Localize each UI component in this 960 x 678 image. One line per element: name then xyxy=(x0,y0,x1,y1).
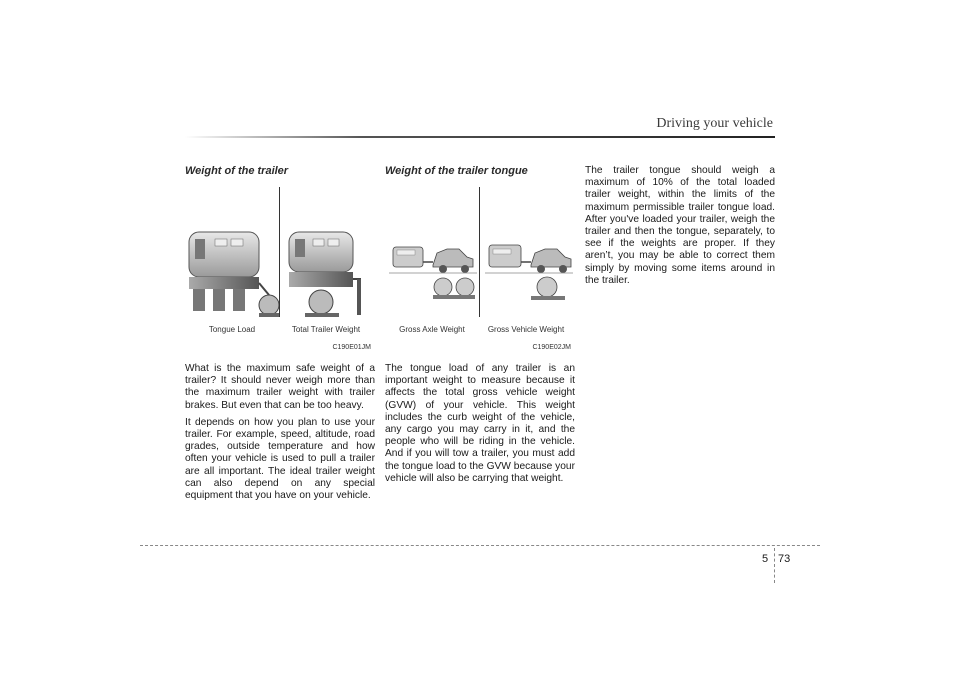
figure-tongue-weight xyxy=(385,187,573,351)
figure-trailer-weight xyxy=(185,187,373,351)
column-trailer-weight xyxy=(185,165,375,507)
column-tongue-guidance xyxy=(585,165,775,292)
section-heading-tongue-weight: Weight of the trailer tongue xyxy=(385,165,528,177)
page-number: 73 xyxy=(778,553,791,565)
figure-label-tongue-load: Tongue Load xyxy=(208,325,256,334)
figure-code: C190E01JM xyxy=(332,344,371,351)
paragraph: What is the maximum safe weight of a trailer? It should never weigh more than the maximum trailer weight with trailer brakes. But even that can be too heavy. xyxy=(185,363,375,411)
chapter-number: 5 xyxy=(762,553,769,565)
footer-rule xyxy=(140,545,820,546)
figure-code: C190E02JM xyxy=(532,344,571,351)
paragraph: It depends on how you plan to use your trailer. For example, speed, altitude, road grades, outside temperature and how often your vehicle is used to pull a trailer are all important. The ideal trailer weight can also depend on any special equipment that you have on your vehicle. xyxy=(185,416,375,502)
running-header-title: Driving your vehicle xyxy=(656,116,773,131)
figure-divider xyxy=(479,187,480,317)
section-heading-trailer-weight: Weight of the trailer xyxy=(185,165,289,177)
figure-label-gross-axle-weight: Gross Axle Weight xyxy=(399,325,465,334)
page-number-separator xyxy=(774,548,775,583)
paragraph: The tongue load of any trailer is an important weight to measure because it affects the total gross vehicle weight (GVW) of your vehicle. This weight includes the curb weight of the vehicle, any cargo you may carry in it, and the people who will be riding in the vehicle. And if you will tow a trailer, you must add the tongue load to the GVW because your vehicle will also be carrying that weight. xyxy=(385,363,575,484)
figure-label-gross-vehicle-weight: Gross Vehicle Weight xyxy=(487,325,565,334)
figure-label-total-trailer-weight: Total Trailer Weight xyxy=(291,325,361,334)
figure-divider xyxy=(279,187,280,317)
column-tongue-weight xyxy=(385,165,575,490)
header-rule xyxy=(185,136,775,138)
paragraph: The trailer tongue should weigh a maximum of 10% of the total loaded trailer weight, within the limits of the maximum permissible trailer tongue load. After you've loaded your trailer, weigh the trailer and then the tongue, separately, to see if the weights are proper. If they aren’t, you may be able to correct them simply by moving some items around in the trailer. xyxy=(585,165,775,286)
